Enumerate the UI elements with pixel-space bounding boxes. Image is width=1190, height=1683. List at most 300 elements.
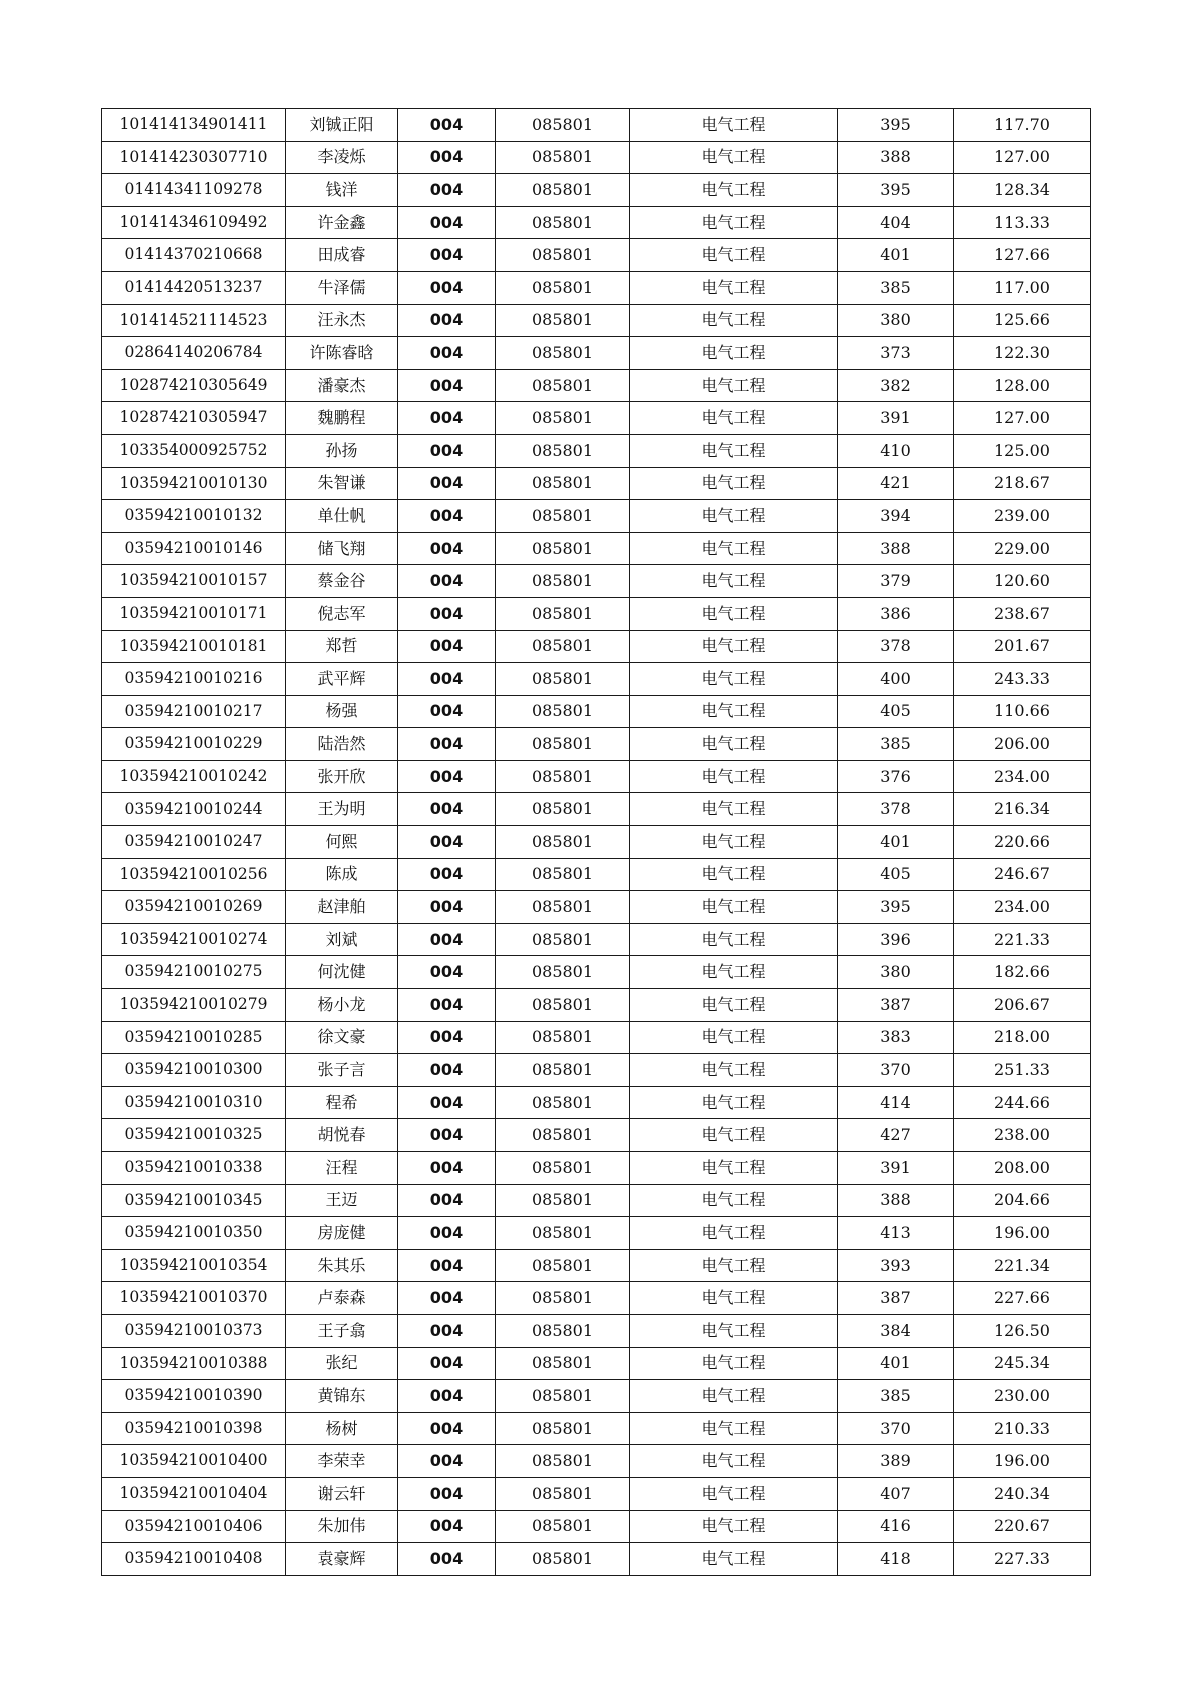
exam-id-cell: 103594210010242 [102, 760, 286, 793]
name-cell: 袁豪辉 [286, 1543, 398, 1576]
table-row [102, 826, 1091, 859]
major-name-cell: 电气工程 [630, 1477, 838, 1510]
major-code-cell: 085801 [496, 369, 630, 402]
name-cell: 张开欣 [286, 760, 398, 793]
major-name-cell: 电气工程 [630, 532, 838, 565]
major-name-cell: 电气工程 [630, 826, 838, 859]
retest-score-cell: 125.00 [954, 434, 1091, 467]
major-code-cell: 085801 [496, 1152, 630, 1185]
exam-id-cell: 03594210010373 [102, 1314, 286, 1347]
table-row [102, 1380, 1091, 1413]
table-row [102, 141, 1091, 174]
name-cell: 杨强 [286, 695, 398, 728]
initial-score-cell: 376 [838, 760, 954, 793]
unit-code-cell: 004 [398, 695, 496, 728]
unit-code-cell: 004 [398, 1380, 496, 1413]
retest-score-cell: 240.34 [954, 1477, 1091, 1510]
table-row [102, 271, 1091, 304]
initial-score-cell: 418 [838, 1543, 954, 1576]
table-row [102, 434, 1091, 467]
table-row [102, 597, 1091, 630]
major-name-cell: 电气工程 [630, 500, 838, 533]
major-name-cell: 电气工程 [630, 630, 838, 663]
major-code-cell: 085801 [496, 923, 630, 956]
major-code-cell: 085801 [496, 1314, 630, 1347]
retest-score-cell: 196.00 [954, 1445, 1091, 1478]
table-row [102, 956, 1091, 989]
name-cell: 田成睿 [286, 239, 398, 272]
table-row [102, 1543, 1091, 1576]
unit-code-cell: 004 [398, 597, 496, 630]
unit-code-cell: 004 [398, 1021, 496, 1054]
unit-code-cell: 004 [398, 174, 496, 207]
initial-score-cell: 387 [838, 1282, 954, 1315]
unit-code-cell: 004 [398, 760, 496, 793]
retest-score-cell: 216.34 [954, 793, 1091, 826]
unit-code-cell: 004 [398, 1217, 496, 1250]
name-cell: 赵津舶 [286, 891, 398, 924]
unit-code-cell: 004 [398, 1282, 496, 1315]
major-name-cell: 电气工程 [630, 434, 838, 467]
retest-score-cell: 127.00 [954, 402, 1091, 435]
initial-score-cell: 380 [838, 304, 954, 337]
initial-score-cell: 373 [838, 337, 954, 370]
name-cell: 房庞健 [286, 1217, 398, 1250]
name-cell: 许陈睿晗 [286, 337, 398, 370]
major-code-cell: 085801 [496, 663, 630, 696]
unit-code-cell: 004 [398, 434, 496, 467]
major-name-cell: 电气工程 [630, 760, 838, 793]
major-name-cell: 电气工程 [630, 467, 838, 500]
major-name-cell: 电气工程 [630, 109, 838, 142]
unit-code-cell: 004 [398, 1054, 496, 1087]
name-cell: 杨小龙 [286, 989, 398, 1022]
major-name-cell: 电气工程 [630, 174, 838, 207]
major-code-cell: 085801 [496, 532, 630, 565]
unit-code-cell: 004 [398, 206, 496, 239]
exam-id-cell: 03594210010390 [102, 1380, 286, 1413]
unit-code-cell: 004 [398, 1347, 496, 1380]
name-cell: 张纪 [286, 1347, 398, 1380]
major-name-cell: 电气工程 [630, 1184, 838, 1217]
retest-score-cell: 210.33 [954, 1412, 1091, 1445]
major-name-cell: 电气工程 [630, 337, 838, 370]
name-cell: 武平辉 [286, 663, 398, 696]
table-row [102, 1119, 1091, 1152]
table-row [102, 1249, 1091, 1282]
name-cell: 胡悦春 [286, 1119, 398, 1152]
initial-score-cell: 380 [838, 956, 954, 989]
retest-score-cell: 229.00 [954, 532, 1091, 565]
exam-id-cell: 103594210010130 [102, 467, 286, 500]
retest-score-cell: 196.00 [954, 1217, 1091, 1250]
name-cell: 单仕帆 [286, 500, 398, 533]
unit-code-cell: 004 [398, 369, 496, 402]
table-row [102, 760, 1091, 793]
initial-score-cell: 370 [838, 1412, 954, 1445]
major-code-cell: 085801 [496, 304, 630, 337]
name-cell: 王迈 [286, 1184, 398, 1217]
major-code-cell: 085801 [496, 337, 630, 370]
unit-code-cell: 004 [398, 1152, 496, 1185]
name-cell: 汪程 [286, 1152, 398, 1185]
major-code-cell: 085801 [496, 434, 630, 467]
name-cell: 倪志军 [286, 597, 398, 630]
unit-code-cell: 004 [398, 1086, 496, 1119]
initial-score-cell: 388 [838, 1184, 954, 1217]
unit-code-cell: 004 [398, 141, 496, 174]
major-code-cell: 085801 [496, 239, 630, 272]
initial-score-cell: 395 [838, 891, 954, 924]
unit-code-cell: 004 [398, 793, 496, 826]
major-code-cell: 085801 [496, 1184, 630, 1217]
unit-code-cell: 004 [398, 728, 496, 761]
major-name-cell: 电气工程 [630, 565, 838, 598]
retest-score-cell: 206.67 [954, 989, 1091, 1022]
exam-id-cell: 01414341109278 [102, 174, 286, 207]
retest-score-cell: 110.66 [954, 695, 1091, 728]
retest-score-cell: 238.67 [954, 597, 1091, 630]
major-name-cell: 电气工程 [630, 141, 838, 174]
major-name-cell: 电气工程 [630, 1380, 838, 1413]
table-row [102, 109, 1091, 142]
table-row [102, 1184, 1091, 1217]
major-name-cell: 电气工程 [630, 1445, 838, 1478]
retest-score-cell: 126.50 [954, 1314, 1091, 1347]
initial-score-cell: 407 [838, 1477, 954, 1510]
exam-id-cell: 03594210010345 [102, 1184, 286, 1217]
retest-score-cell: 238.00 [954, 1119, 1091, 1152]
major-name-cell: 电气工程 [630, 239, 838, 272]
major-code-cell: 085801 [496, 1054, 630, 1087]
major-code-cell: 085801 [496, 500, 630, 533]
exam-id-cell: 102874210305947 [102, 402, 286, 435]
name-cell: 李凌烁 [286, 141, 398, 174]
table-row [102, 1086, 1091, 1119]
exam-id-cell: 03594210010229 [102, 728, 286, 761]
table-row [102, 923, 1091, 956]
table-row [102, 663, 1091, 696]
exam-id-cell: 103594210010256 [102, 858, 286, 891]
initial-score-cell: 396 [838, 923, 954, 956]
table-row [102, 369, 1091, 402]
major-name-cell: 电气工程 [630, 858, 838, 891]
initial-score-cell: 410 [838, 434, 954, 467]
initial-score-cell: 385 [838, 271, 954, 304]
name-cell: 蔡金谷 [286, 565, 398, 598]
major-code-cell: 085801 [496, 956, 630, 989]
table-row [102, 728, 1091, 761]
retest-score-cell: 117.00 [954, 271, 1091, 304]
retest-score-cell: 243.33 [954, 663, 1091, 696]
unit-code-cell: 004 [398, 467, 496, 500]
exam-id-cell: 103594210010354 [102, 1249, 286, 1282]
retest-score-cell: 208.00 [954, 1152, 1091, 1185]
retest-score-cell: 125.66 [954, 304, 1091, 337]
unit-code-cell: 004 [398, 1445, 496, 1478]
name-cell: 许金鑫 [286, 206, 398, 239]
major-name-cell: 电气工程 [630, 1412, 838, 1445]
table-row [102, 532, 1091, 565]
table-row [102, 565, 1091, 598]
retest-score-cell: 246.67 [954, 858, 1091, 891]
unit-code-cell: 004 [398, 663, 496, 696]
major-name-cell: 电气工程 [630, 304, 838, 337]
initial-score-cell: 370 [838, 1054, 954, 1087]
major-code-cell: 085801 [496, 728, 630, 761]
table-row [102, 500, 1091, 533]
major-code-cell: 085801 [496, 858, 630, 891]
retest-score-cell: 128.34 [954, 174, 1091, 207]
retest-score-cell: 220.66 [954, 826, 1091, 859]
major-code-cell: 085801 [496, 1249, 630, 1282]
major-name-cell: 电气工程 [630, 1119, 838, 1152]
initial-score-cell: 395 [838, 109, 954, 142]
exam-id-cell: 103594210010388 [102, 1347, 286, 1380]
unit-code-cell: 004 [398, 826, 496, 859]
major-name-cell: 电气工程 [630, 1543, 838, 1576]
name-cell: 储飞翔 [286, 532, 398, 565]
major-name-cell: 电气工程 [630, 793, 838, 826]
major-code-cell: 085801 [496, 174, 630, 207]
name-cell: 魏鹏程 [286, 402, 398, 435]
major-code-cell: 085801 [496, 1445, 630, 1478]
exam-id-cell: 03594210010310 [102, 1086, 286, 1119]
unit-code-cell: 004 [398, 402, 496, 435]
retest-score-cell: 251.33 [954, 1054, 1091, 1087]
name-cell: 牛泽儒 [286, 271, 398, 304]
table-row [102, 1347, 1091, 1380]
major-code-cell: 085801 [496, 1282, 630, 1315]
exam-id-cell: 03594210010269 [102, 891, 286, 924]
major-code-cell: 085801 [496, 1380, 630, 1413]
table-row [102, 1217, 1091, 1250]
retest-score-cell: 227.33 [954, 1543, 1091, 1576]
unit-code-cell: 004 [398, 109, 496, 142]
initial-score-cell: 421 [838, 467, 954, 500]
unit-code-cell: 004 [398, 1314, 496, 1347]
major-code-cell: 085801 [496, 695, 630, 728]
major-name-cell: 电气工程 [630, 1152, 838, 1185]
unit-code-cell: 004 [398, 271, 496, 304]
initial-score-cell: 394 [838, 500, 954, 533]
retest-score-cell: 201.67 [954, 630, 1091, 663]
retest-score-cell: 206.00 [954, 728, 1091, 761]
unit-code-cell: 004 [398, 956, 496, 989]
table-row [102, 1477, 1091, 1510]
unit-code-cell: 004 [398, 923, 496, 956]
retest-score-cell: 122.30 [954, 337, 1091, 370]
retest-score-cell: 221.33 [954, 923, 1091, 956]
unit-code-cell: 004 [398, 1477, 496, 1510]
major-name-cell: 电气工程 [630, 695, 838, 728]
initial-score-cell: 383 [838, 1021, 954, 1054]
initial-score-cell: 401 [838, 239, 954, 272]
table-row [102, 1021, 1091, 1054]
major-code-cell: 085801 [496, 1021, 630, 1054]
exam-id-cell: 101414346109492 [102, 206, 286, 239]
exam-id-cell: 03594210010275 [102, 956, 286, 989]
major-code-cell: 085801 [496, 206, 630, 239]
unit-code-cell: 004 [398, 1249, 496, 1282]
exam-id-cell: 103594210010157 [102, 565, 286, 598]
major-code-cell: 085801 [496, 1119, 630, 1152]
initial-score-cell: 379 [838, 565, 954, 598]
retest-score-cell: 234.00 [954, 891, 1091, 924]
exam-id-cell: 101414230307710 [102, 141, 286, 174]
retest-score-cell: 234.00 [954, 760, 1091, 793]
table-row [102, 1282, 1091, 1315]
unit-code-cell: 004 [398, 858, 496, 891]
table-row [102, 1152, 1091, 1185]
major-code-cell: 085801 [496, 891, 630, 924]
unit-code-cell: 004 [398, 532, 496, 565]
name-cell: 黄锦东 [286, 1380, 398, 1413]
table-row [102, 467, 1091, 500]
exam-id-cell: 03594210010325 [102, 1119, 286, 1152]
unit-code-cell: 004 [398, 500, 496, 533]
major-code-cell: 085801 [496, 402, 630, 435]
name-cell: 李荣幸 [286, 1445, 398, 1478]
exam-id-cell: 03594210010408 [102, 1543, 286, 1576]
unit-code-cell: 004 [398, 989, 496, 1022]
retest-score-cell: 127.00 [954, 141, 1091, 174]
major-code-cell: 085801 [496, 1412, 630, 1445]
major-name-cell: 电气工程 [630, 1217, 838, 1250]
name-cell: 张子言 [286, 1054, 398, 1087]
initial-score-cell: 378 [838, 630, 954, 663]
major-code-cell: 085801 [496, 597, 630, 630]
major-name-cell: 电气工程 [630, 1054, 838, 1087]
exam-id-cell: 03594210010338 [102, 1152, 286, 1185]
exam-id-cell: 01414370210668 [102, 239, 286, 272]
exam-id-cell: 103594210010370 [102, 1282, 286, 1315]
table-row [102, 337, 1091, 370]
name-cell: 朱智谦 [286, 467, 398, 500]
table-body [102, 109, 1091, 1576]
name-cell: 陈成 [286, 858, 398, 891]
major-name-cell: 电气工程 [630, 956, 838, 989]
retest-score-cell: 113.33 [954, 206, 1091, 239]
major-name-cell: 电气工程 [630, 1021, 838, 1054]
name-cell: 程希 [286, 1086, 398, 1119]
name-cell: 汪永杰 [286, 304, 398, 337]
table-row [102, 695, 1091, 728]
major-code-cell: 085801 [496, 1086, 630, 1119]
exam-id-cell: 03594210010398 [102, 1412, 286, 1445]
name-cell: 朱其乐 [286, 1249, 398, 1282]
major-code-cell: 085801 [496, 1347, 630, 1380]
major-name-cell: 电气工程 [630, 1249, 838, 1282]
major-name-cell: 电气工程 [630, 1347, 838, 1380]
exam-id-cell: 02864140206784 [102, 337, 286, 370]
name-cell: 何熙 [286, 826, 398, 859]
name-cell: 谢云轩 [286, 1477, 398, 1510]
name-cell: 孙扬 [286, 434, 398, 467]
retest-score-cell: 218.67 [954, 467, 1091, 500]
unit-code-cell: 004 [398, 239, 496, 272]
initial-score-cell: 414 [838, 1086, 954, 1119]
unit-code-cell: 004 [398, 630, 496, 663]
major-name-cell: 电气工程 [630, 989, 838, 1022]
major-code-cell: 085801 [496, 141, 630, 174]
major-name-cell: 电气工程 [630, 1314, 838, 1347]
name-cell: 潘豪杰 [286, 369, 398, 402]
initial-score-cell: 382 [838, 369, 954, 402]
retest-score-cell: 117.70 [954, 109, 1091, 142]
major-code-cell: 085801 [496, 467, 630, 500]
initial-score-cell: 427 [838, 1119, 954, 1152]
retest-score-cell: 230.00 [954, 1380, 1091, 1413]
unit-code-cell: 004 [398, 1510, 496, 1543]
unit-code-cell: 004 [398, 1412, 496, 1445]
initial-score-cell: 378 [838, 793, 954, 826]
unit-code-cell: 004 [398, 1543, 496, 1576]
name-cell: 王子翕 [286, 1314, 398, 1347]
exam-id-cell: 03594210010247 [102, 826, 286, 859]
exam-id-cell: 102874210305649 [102, 369, 286, 402]
retest-score-cell: 218.00 [954, 1021, 1091, 1054]
unit-code-cell: 004 [398, 1184, 496, 1217]
retest-score-cell: 220.67 [954, 1510, 1091, 1543]
table-row [102, 402, 1091, 435]
retest-score-cell: 239.00 [954, 500, 1091, 533]
candidate-score-table [101, 108, 1091, 1576]
table-row [102, 1510, 1091, 1543]
retest-score-cell: 127.66 [954, 239, 1091, 272]
major-name-cell: 电气工程 [630, 206, 838, 239]
major-code-cell: 085801 [496, 1543, 630, 1576]
table-row [102, 1314, 1091, 1347]
initial-score-cell: 391 [838, 402, 954, 435]
exam-id-cell: 03594210010285 [102, 1021, 286, 1054]
major-name-cell: 电气工程 [630, 728, 838, 761]
table-row [102, 304, 1091, 337]
major-name-cell: 电气工程 [630, 1282, 838, 1315]
retest-score-cell: 227.66 [954, 1282, 1091, 1315]
initial-score-cell: 384 [838, 1314, 954, 1347]
name-cell: 何沈健 [286, 956, 398, 989]
initial-score-cell: 388 [838, 141, 954, 174]
major-name-cell: 电气工程 [630, 402, 838, 435]
unit-code-cell: 004 [398, 304, 496, 337]
major-name-cell: 电气工程 [630, 1086, 838, 1119]
major-name-cell: 电气工程 [630, 597, 838, 630]
unit-code-cell: 004 [398, 891, 496, 924]
initial-score-cell: 385 [838, 1380, 954, 1413]
initial-score-cell: 386 [838, 597, 954, 630]
exam-id-cell: 103354000925752 [102, 434, 286, 467]
retest-score-cell: 128.00 [954, 369, 1091, 402]
major-code-cell: 085801 [496, 1477, 630, 1510]
major-code-cell: 085801 [496, 109, 630, 142]
major-name-cell: 电气工程 [630, 1510, 838, 1543]
exam-id-cell: 03594210010244 [102, 793, 286, 826]
initial-score-cell: 416 [838, 1510, 954, 1543]
table-row [102, 1054, 1091, 1087]
initial-score-cell: 385 [838, 728, 954, 761]
name-cell: 王为明 [286, 793, 398, 826]
table-row [102, 858, 1091, 891]
major-code-cell: 085801 [496, 565, 630, 598]
initial-score-cell: 401 [838, 1347, 954, 1380]
table-row [102, 239, 1091, 272]
exam-id-cell: 03594210010300 [102, 1054, 286, 1087]
table-row [102, 1445, 1091, 1478]
exam-id-cell: 103594210010279 [102, 989, 286, 1022]
name-cell: 卢泰森 [286, 1282, 398, 1315]
major-code-cell: 085801 [496, 630, 630, 663]
